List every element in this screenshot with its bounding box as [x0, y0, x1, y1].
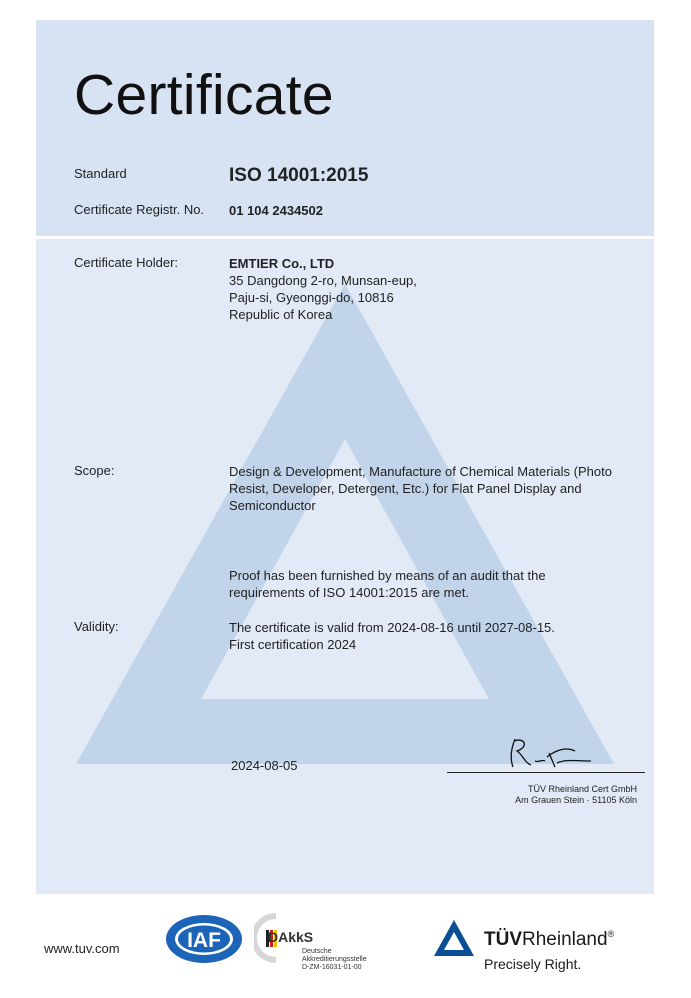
scope-line: Resist, Developer, Detergent, Etc.) for Flat Panel Display and — [229, 481, 582, 496]
registered-mark: ® — [607, 929, 615, 939]
issuer-address: Am Grauen Stein · 51105 Köln — [515, 795, 637, 805]
holder-name: EMTIER Co., LTD — [229, 256, 335, 271]
validity-label: Validity: — [74, 619, 119, 634]
scope-line: Semiconductor — [229, 498, 316, 513]
registration-value: 01 104 2434502 — [229, 203, 323, 218]
issuer-block — [447, 784, 637, 806]
holder-block — [229, 255, 417, 323]
dakks-line: Deutsche — [302, 948, 332, 955]
issuer-name: TÜV Rheinland Cert GmbH — [527, 784, 637, 794]
iaf-text: IAF — [187, 929, 221, 952]
footer-url-link[interactable]: www.tuv.com — [44, 941, 120, 956]
signature-line — [447, 772, 645, 773]
holder-address-line: 35 Dangdong 2-ro, Munsan-eup, — [229, 273, 417, 288]
issue-date: 2024-08-05 — [231, 758, 298, 773]
validity-line: First certification 2024 — [229, 637, 357, 652]
dakks-line: D-ZM-16031-01-00 — [302, 964, 362, 971]
proof-line: requirements of ISO 14001:2015 are met. — [229, 585, 469, 600]
dakks-details — [302, 948, 367, 972]
holder-address-line: Paju-si, Gyeonggi-do, 10816 — [229, 290, 394, 305]
holder-label: Certificate Holder: — [74, 255, 179, 270]
tuv-brand-regular: Rheinland — [522, 929, 608, 950]
proof-block — [229, 567, 546, 601]
scope-label: Scope: — [74, 463, 115, 478]
dakks-line: Akkreditierungsstelle — [302, 956, 367, 963]
tuv-brand — [484, 929, 614, 951]
iaf-logo — [164, 913, 244, 965]
validity-line: The certificate is valid from 2024-08-16 until 2027-08-15. — [229, 620, 555, 635]
holder-address-line: Republic of Korea — [229, 307, 333, 322]
tuv-brand-bold: TÜV — [484, 929, 522, 950]
tuv-triangle-icon — [432, 918, 476, 958]
proof-line: Proof has been furnished by means of an audit that the — [229, 568, 546, 583]
signature — [505, 735, 595, 771]
standard-label: Standard — [74, 166, 127, 181]
standard-value: ISO 14001:2015 — [229, 165, 369, 186]
dakks-name: DAkkS — [268, 929, 314, 945]
scope-line: Design & Development, Manufacture of Chemical Materials (Photo — [229, 464, 612, 479]
scope-block — [229, 463, 612, 514]
registration-label: Certificate Registr. No. — [74, 202, 205, 217]
tuv-tagline: Precisely Right. — [484, 956, 582, 972]
validity-block — [229, 619, 555, 653]
certificate-title: Certificate — [74, 63, 334, 127]
